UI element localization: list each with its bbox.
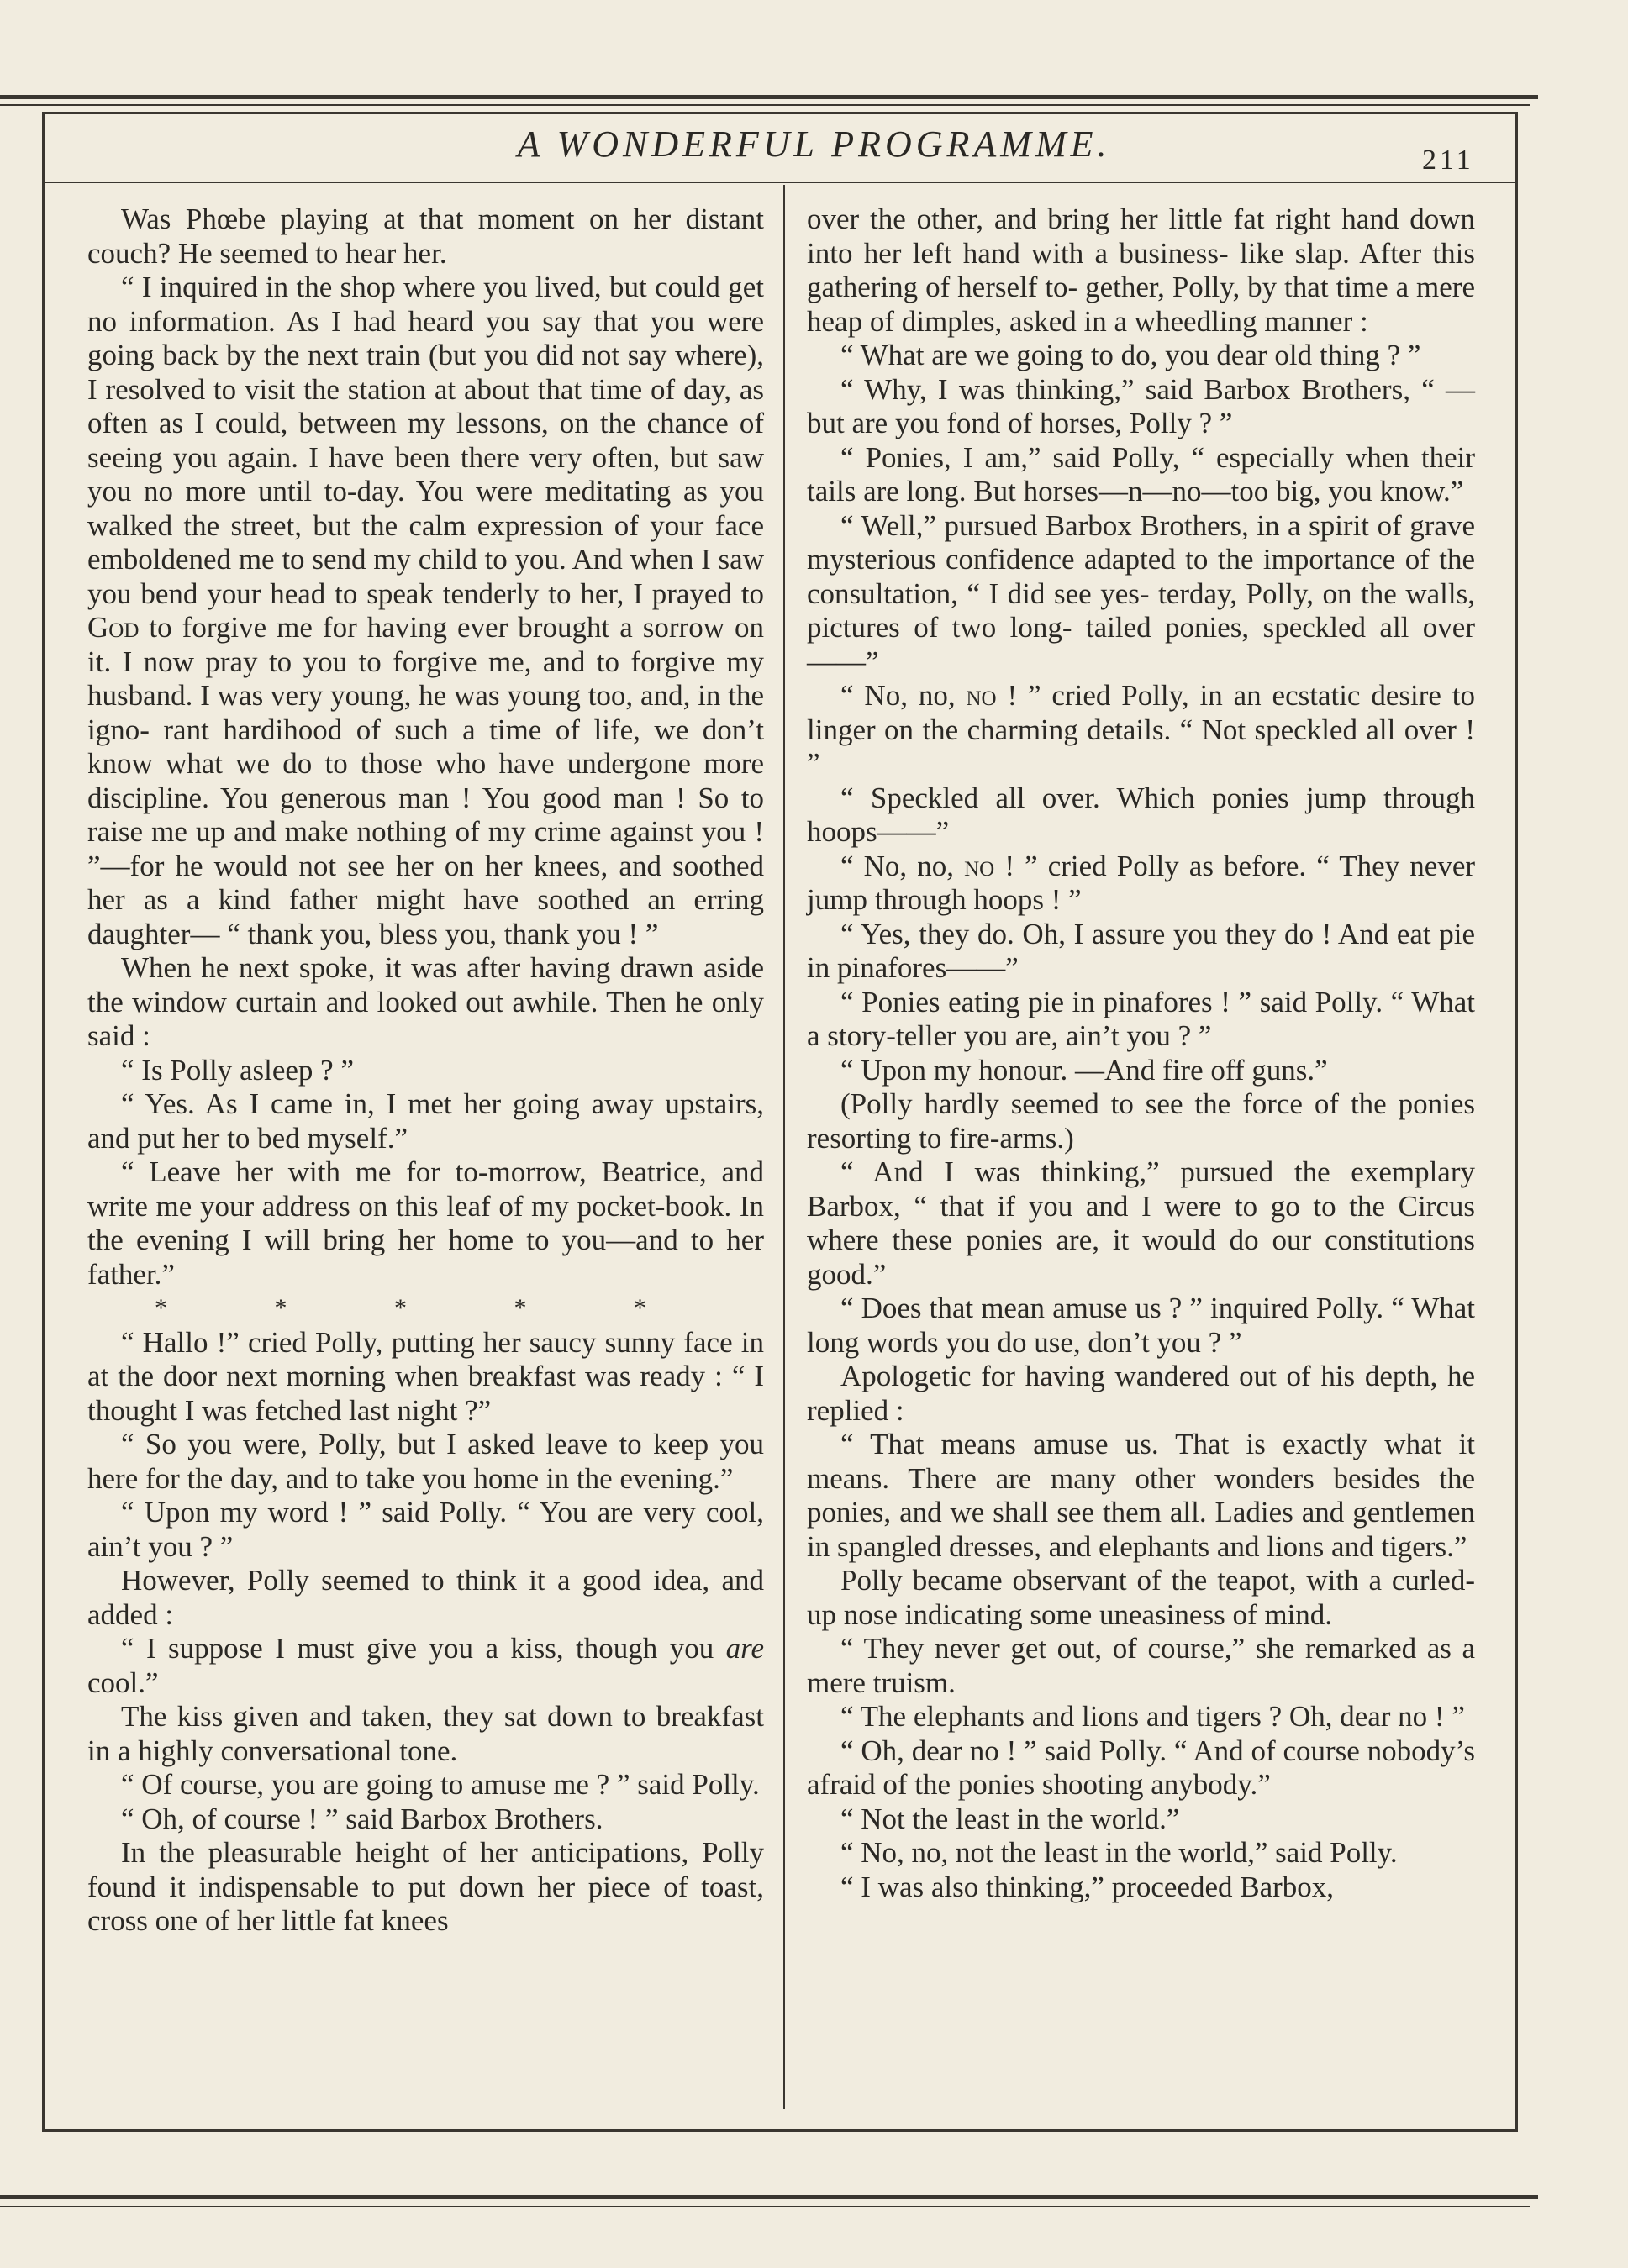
paragraph: “ Hallo !” cried Polly, putting her saucy sunny face in at the door next morning when breakfast was ready : “ I thought I was fetched last night ?” xyxy=(87,1325,764,1427)
paragraph: “ The elephants and lions and tigers ? Oh, dear no ! ” xyxy=(840,1700,1465,1733)
paragraph: “ They never get out, of course,” she remarked as a mere truism. xyxy=(807,1632,1475,1699)
paragraph-continued: over the other, and bring her little fat right hand down into her left hand with a business- like slap. After this gathering of herself to- gether, Polly, by that time a mere heap of dimples, asked in a wheedling manner : xyxy=(807,203,1475,338)
small-caps-word: no xyxy=(966,679,997,712)
right-column xyxy=(807,203,1475,1904)
paragraph: “ Upon my honour. —And fire off guns.” xyxy=(840,1053,1328,1087)
paragraph: “ Oh, dear no ! ” said Polly. “ And of course nobody’s afraid of the ponies shooting anybody.” xyxy=(807,1734,1475,1801)
paragraph: (Polly hardly seemed to see the force of the ponies resorting to fire-arms.) xyxy=(807,1087,1475,1155)
paragraph: “ That means amuse us. That is exactly what it means. There are many other wonders besides the ponies, and we shall see them all. Ladies and gentlemen in spangled dresses, and elephants and lions and tigers.” xyxy=(807,1428,1475,1563)
paragraph: “ No, no, no ! ” cried Polly as before. “ They never jump through hoops ! ” xyxy=(807,849,1476,916)
paragraph: “ I was also thinking,” proceeded Barbox, xyxy=(840,1870,1335,1903)
paragraph: “ Is Polly asleep ? ” xyxy=(121,1053,354,1087)
paragraph: Apologetic for having wandered out of his depth, he replied : xyxy=(807,1360,1475,1427)
paragraph: “ Ponies, I am,” said Polly, “ especially when their tails are long. But horses—n—no—too big, you know.” xyxy=(807,440,1475,508)
paragraph: “ Yes, they do. Oh, I assure you they do ! And eat pie in pinafores——” xyxy=(807,917,1475,984)
bottom-rule-thin xyxy=(0,2206,1530,2207)
paragraph: “ Of course, you are going to amuse me ? ” said Polly. xyxy=(121,1768,760,1801)
bottom-rule-thick xyxy=(0,2195,1538,2199)
header-underline xyxy=(42,182,1518,183)
paragraph: “ I inquired in the shop where you lived, but could get no information. As I had heard you say that you were going back by the next train (but you did not say where), I resolved to visit the station at about that time of day, as often as I could, between my lessons, on the chance of seeing you again. I have been there very often, but saw you no more until to-day. You were meditating as you walked the street, but the calm expression of your face emboldened me to send my child to you. And when I saw you bend your head to speak tenderly to her, I prayed to God to forgive me for having ever brought a sorrow on it. I now pray to you to forgive me, and to forgive my husband. I was very young, he was young too, and, in the igno- rant hardihood of such a time of life, we don’t know what we do to those who have undergone more discipline. You generous man ! You good man ! So to raise me up and make nothing of my crime against you ! ”—for he would not see her on her knees, and soothed her as a kind father might have soothed an erring daughter— “ thank you, bless you, thank you ! ” xyxy=(87,271,764,950)
italic-word: are xyxy=(725,1632,764,1665)
paragraph: “ Oh, of course ! ” said Barbox Brothers. xyxy=(121,1802,603,1835)
paragraph: “ Does that mean amuse us ? ” inquired Polly. “ What long words you do use, don’t you ? ” xyxy=(807,1292,1475,1359)
paragraph: “ No, no, not the least in the world,” said Polly. xyxy=(840,1836,1398,1869)
paragraph: “ Not the least in the world.” xyxy=(840,1802,1180,1835)
paragraph: Polly became observant of the teapot, with a curled-up nose indicating some uneasiness of mind. xyxy=(807,1564,1475,1631)
paragraph: “ Upon my word ! ” said Polly. “ You are very cool, ain’t you ? ” xyxy=(87,1496,764,1563)
page-number: 211 xyxy=(1422,145,1474,176)
top-rule-thick xyxy=(0,95,1538,99)
paragraph: “ Ponies eating pie in pinafores ! ” said Polly. “ What a story-teller you are, ain’t you ? ” xyxy=(807,985,1475,1052)
section-break-stars: * * * * * xyxy=(155,1294,697,1322)
paragraph: “ And I was thinking,” pursued the exemplary Barbox, “ that if you and I were to go to the Circus where these ponies are, it would do our constitutions good.” xyxy=(807,1155,1475,1291)
paragraph: The kiss given and taken, they sat down to breakfast in a highly conversational tone. xyxy=(87,1700,764,1767)
paragraph: “ What are we going to do, you dear old thing ? ” xyxy=(840,339,1421,371)
top-rule-thin xyxy=(0,104,1530,106)
paragraph: However, Polly seemed to think it a good idea, and added : xyxy=(87,1564,764,1631)
paragraph: “ No, no, no ! ” cried Polly, in an ecstatic desire to linger on the charming details. “ Not speckled all over ! ” xyxy=(807,679,1476,780)
paragraph: “ I suppose I must give you a kiss, though you are cool.” xyxy=(87,1632,764,1699)
paragraph: “ So you were, Polly, but I asked leave to keep you here for the day, and to take you home in the evening.” xyxy=(87,1428,764,1495)
paragraph: “ Well,” pursued Barbox Brothers, in a spirit of grave mysterious confidence adapted to the importance of the consultation, “ I did see yes- terday, Polly, on the walls, pictures of two long- tailed ponies, speckled all over——” xyxy=(807,508,1475,678)
running-title: A WONDERFUL PROGRAMME. xyxy=(517,124,1111,165)
paragraph: When he next spoke, it was after having drawn aside the window curtain and looked out awhile. Then he only said : xyxy=(87,951,764,1052)
left-column xyxy=(87,203,764,1939)
paragraph: “ Speckled all over. Which ponies jump through hoops——” xyxy=(807,781,1475,848)
paragraph: “ Yes. As I came in, I met her going away upstairs, and put her to bed myself.” xyxy=(87,1087,764,1155)
paragraph: “ Why, I was thinking,” said Barbox Brothers, “ —but are you fond of horses, Polly ? ” xyxy=(807,372,1475,439)
paragraph: “ Leave her with me for to-morrow, Beatrice, and write me your address on this leaf of my pocket-book. In the evening I will bring her home to you—and to her father.” xyxy=(87,1155,764,1291)
paragraph: In the pleasurable height of her anticipations, Polly found it indispensable to put down her piece of toast, cross one of her little fat knees xyxy=(87,1836,764,1937)
small-caps-word: no xyxy=(964,849,995,882)
paragraph: Was Phœbe playing at that moment on her distant couch? He seemed to hear her. xyxy=(87,203,764,270)
column-divider xyxy=(783,185,785,2109)
small-caps-word: God xyxy=(87,611,140,644)
